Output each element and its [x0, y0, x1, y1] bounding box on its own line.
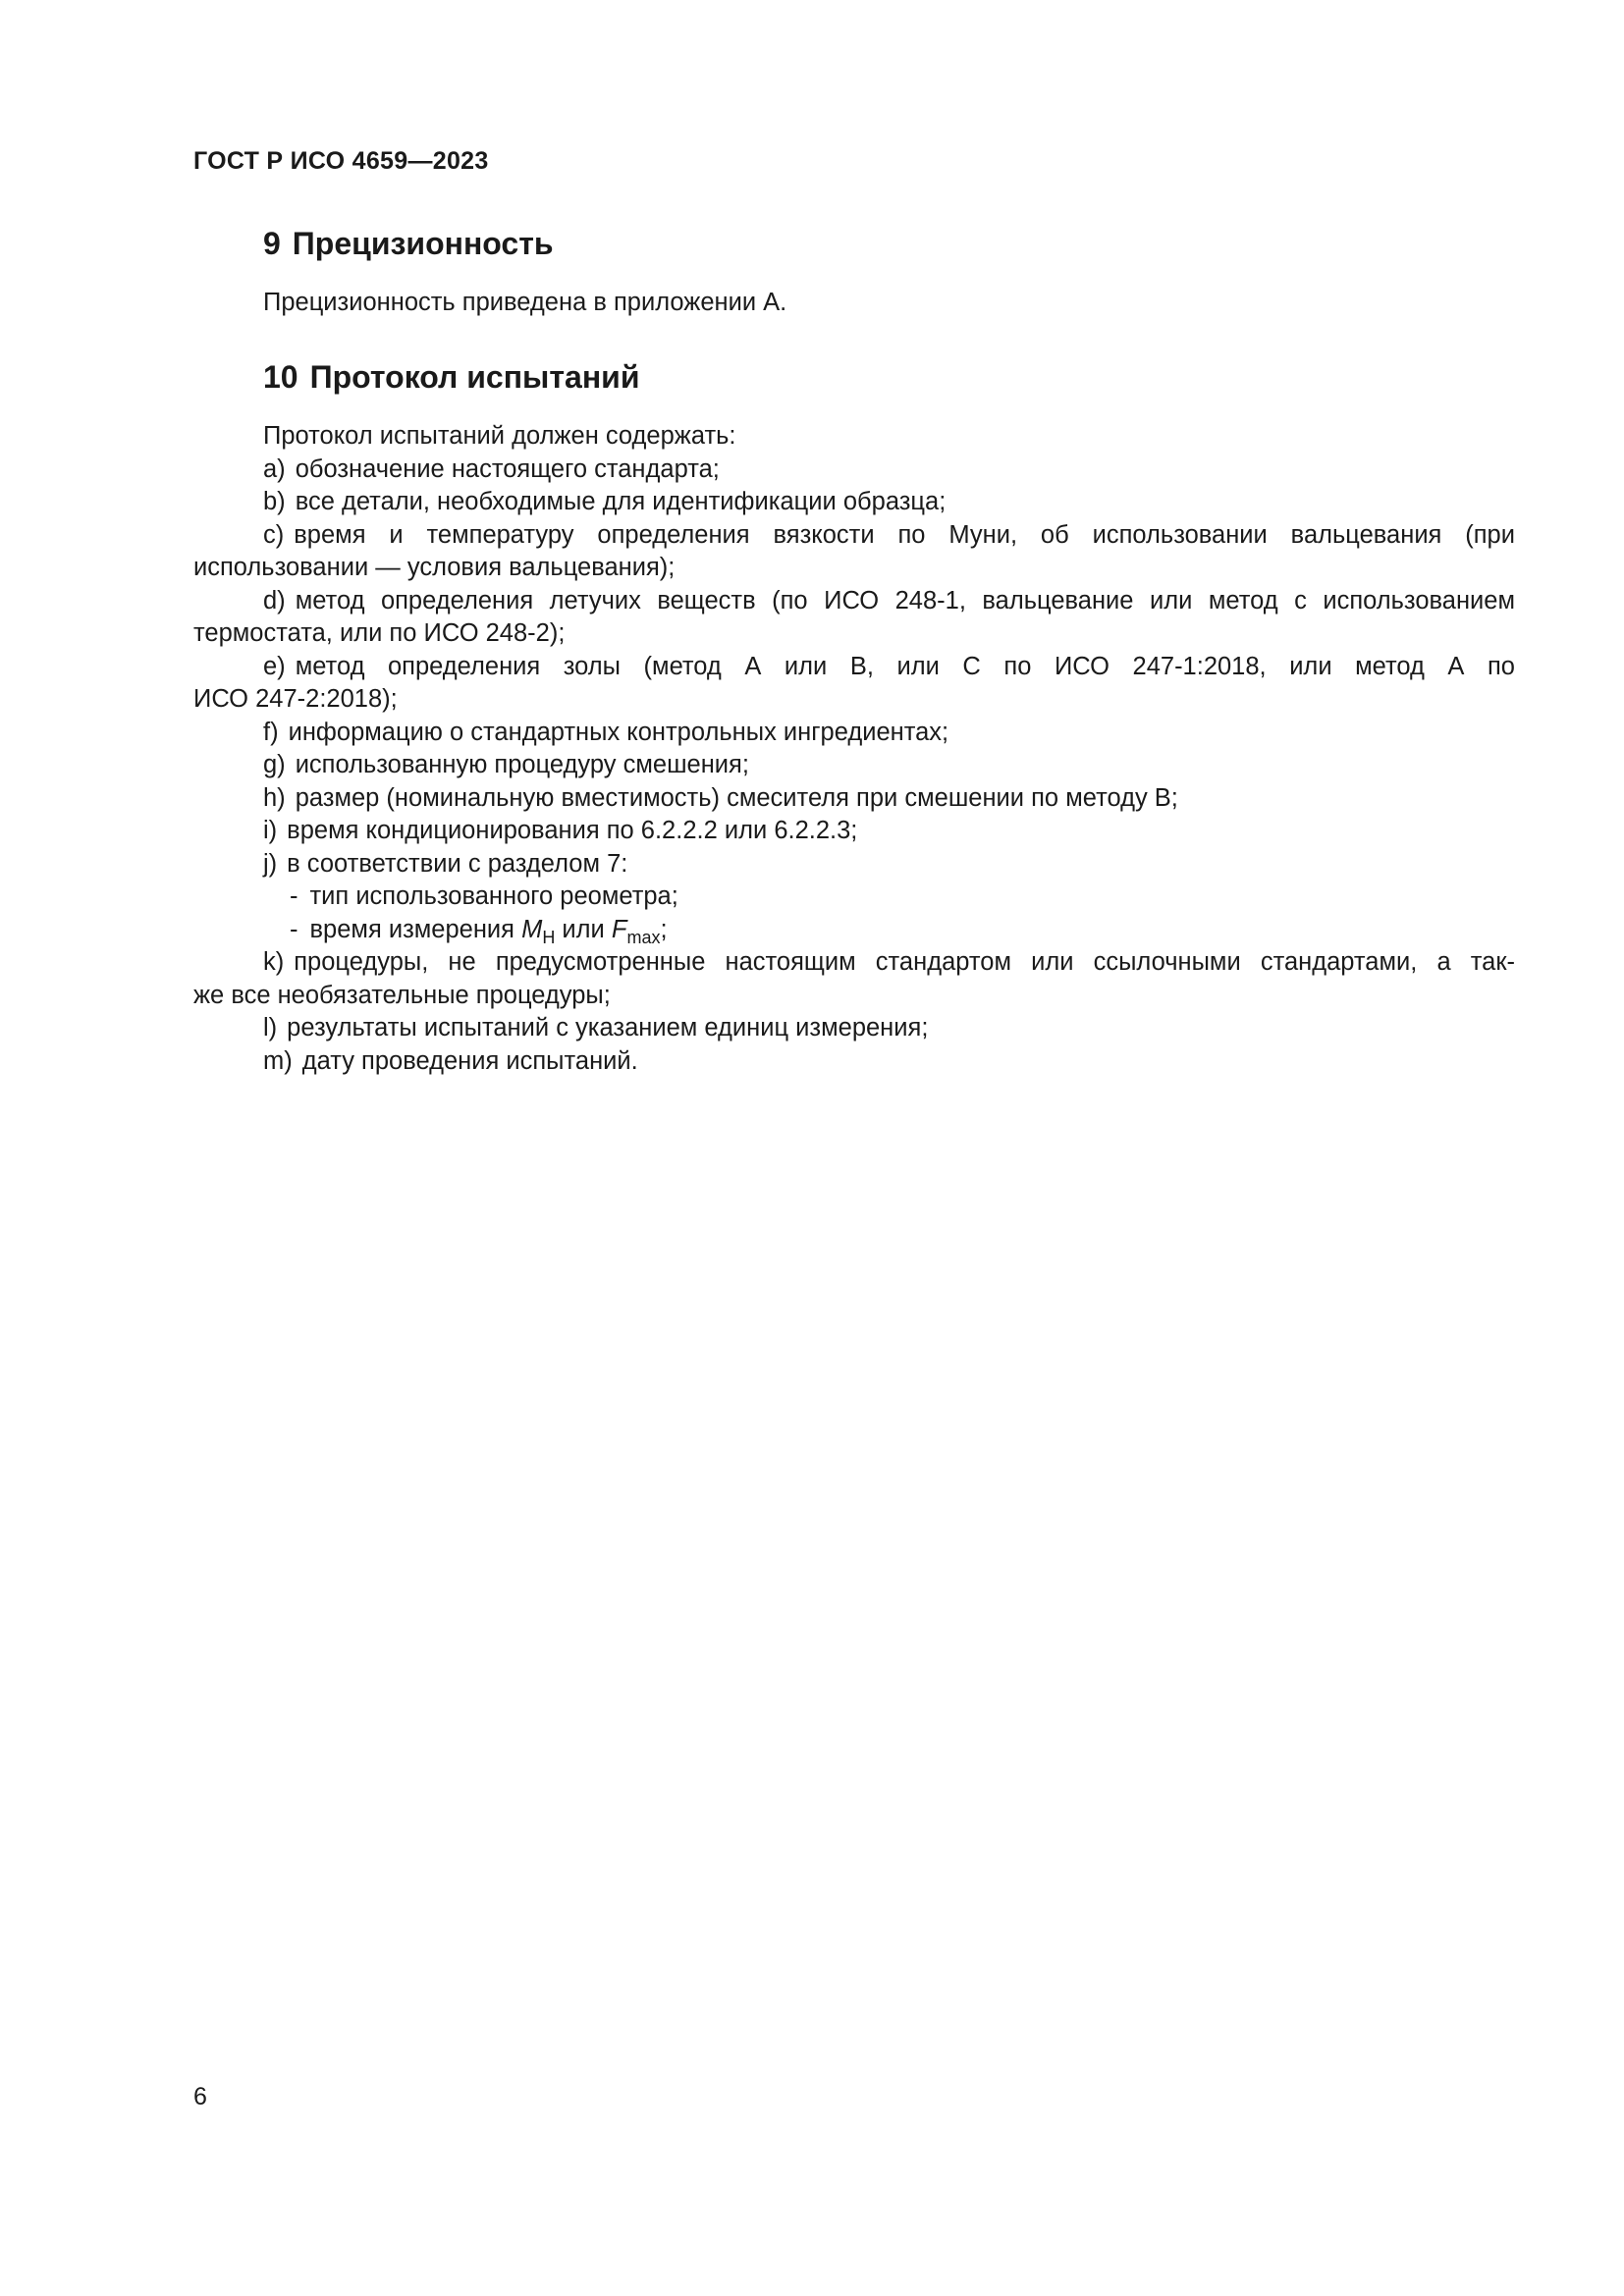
section-9-heading [263, 226, 554, 262]
section-10-number: 10 [263, 359, 298, 395]
page-number: 6 [193, 2083, 207, 2110]
section-9-title: Прецизионность [292, 226, 554, 261]
list-item-c-line2: использовании — условия вальцевания); [193, 554, 676, 581]
section-10-heading [263, 359, 640, 396]
section-9-text: Прецизионность приведена в приложении А. [263, 289, 787, 316]
list-item-k-line2: же все необязательные процедуры; [193, 981, 611, 1009]
list-item-j-sub1: - тип использованного реометра; [290, 882, 678, 910]
list-item-i: i) время кондиционирования по 6.2.2.2 или 6.2.2.3; [263, 817, 858, 844]
list-item-h: h) размер (номинальную вместимость) смесителя при смешении по методу В; [263, 783, 1178, 812]
variable-m: M [521, 915, 543, 943]
list-item-f: f) информацию о стандартных контрольных ингредиентах; [263, 718, 949, 746]
variable-f: F [611, 915, 627, 943]
list-item-e-line2: ИСО 247-2:2018); [193, 685, 398, 713]
list-item-m: m) дату проведения испытаний. [263, 1046, 638, 1075]
list-item-j: j) в соответствии с разделом 7: [263, 849, 628, 878]
section-9-number: 9 [263, 226, 281, 261]
list-item-c-line1: с) время и температуру определения вязкости по Муни, об использовании вальцевания (при [263, 520, 1515, 549]
list-item-d-line1: d) метод определения летучих веществ (по ИСО 248-1, вальцевание или метод с использованием [263, 586, 1515, 614]
list-item-e-line1: е) метод определения золы (метод А или В, или С по ИСО 247-1:2018, или метод А по [263, 652, 1515, 680]
list-item-d-line2: термостата, или по ИСО 248-2); [193, 619, 566, 647]
list-item-a: а) обозначение настоящего стандарта; [263, 454, 720, 483]
document-designation: ГОСТ Р ИСО 4659—2023 [193, 147, 489, 175]
list-item-j-sub2: - время измерения $M_H$ или $F_{max}$; [290, 915, 668, 947]
section-10-title: Протокол испытаний [309, 359, 640, 395]
section-10-intro: Протокол испытаний должен содержать: [263, 422, 736, 450]
list-item-k-line1: k) процедуры, не предусмотренные настоящим стандартом или ссылочными стандартами, а так- [263, 948, 1515, 976]
list-item-g: g) использованную процедуру смешения; [263, 751, 749, 778]
list-item-l: l) результаты испытаний с указанием единиц измерения; [263, 1014, 929, 1041]
section-10-body [193, 420, 1515, 1078]
list-item-b: b) все детали, необходимые для идентификации образца; [263, 488, 947, 515]
